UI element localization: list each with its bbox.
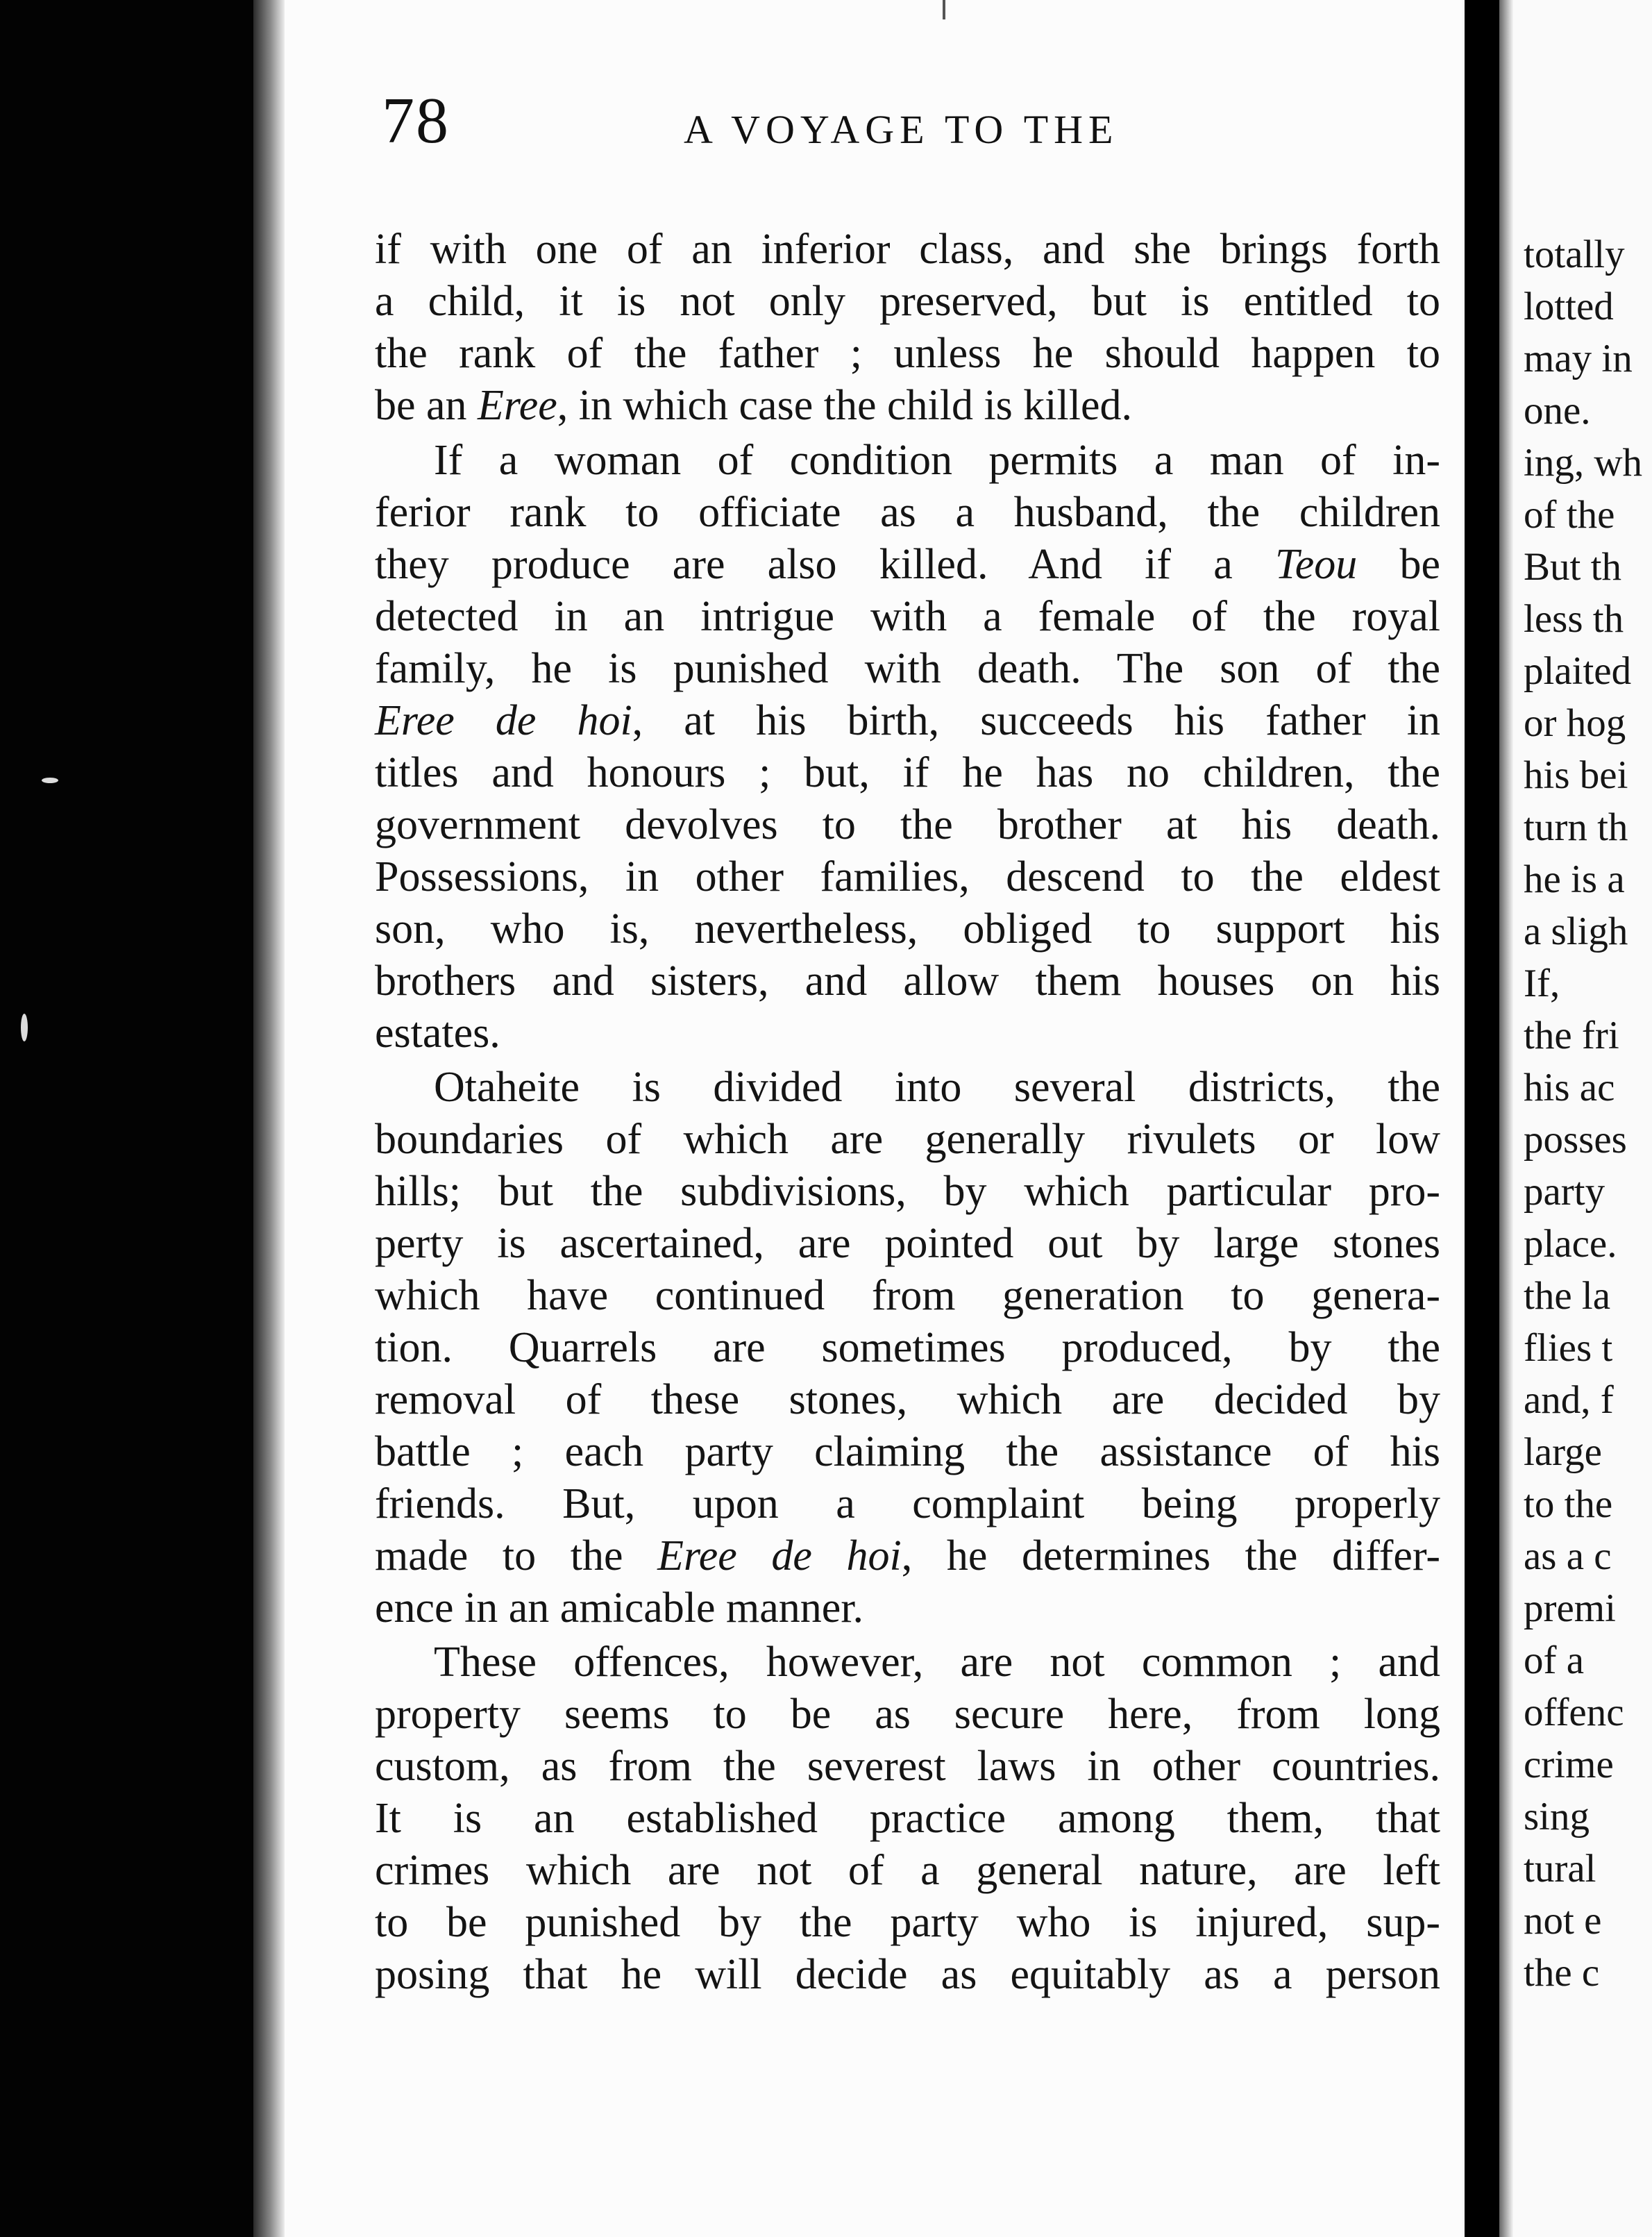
text-line: If a woman of condition permits a man of in-	[434, 437, 1440, 484]
text-line: crimes which are not of a general nature, are left	[375, 1847, 1440, 1894]
text-line: tion. Quarrels are sometimes produced, by the	[375, 1324, 1440, 1371]
facing-page-fragment: flies t	[1524, 1326, 1613, 1370]
text-line: ferior rank to officiate as a husband, the children	[375, 489, 1440, 536]
facing-page-fragment: turn th	[1524, 805, 1628, 849]
text-line: Eree de hoi, at his birth, succeeds his father in	[375, 697, 1440, 744]
facing-page-fragment: sing	[1524, 1795, 1590, 1838]
facing-page-fragment: to the	[1524, 1482, 1613, 1526]
facing-page-fragment: and, f	[1524, 1378, 1614, 1422]
facing-page-fragment: less th	[1524, 597, 1624, 641]
facing-page-fragment: tural	[1524, 1847, 1596, 1891]
facing-page-fragment: the fri	[1524, 1014, 1619, 1057]
text-line: son, who is, nevertheless, obliged to support his	[375, 905, 1440, 953]
text-line: property seems to be as secure here, from long	[375, 1691, 1440, 1738]
page-speck	[21, 1014, 28, 1041]
text-line: a child, it is not only preserved, but is entitled to	[375, 278, 1440, 325]
page-speck	[42, 778, 58, 783]
text-line: which have continued from generation to genera-	[375, 1272, 1440, 1319]
facing-page-fragment: posses	[1524, 1118, 1627, 1162]
text-line: be an Eree, in which case the child is killed.	[375, 382, 1132, 429]
facing-page-fragment: plaited	[1524, 649, 1632, 693]
text-line: boundaries of which are generally rivulets or low	[375, 1116, 1440, 1163]
running-title: A VOYAGE TO THE	[684, 107, 1119, 152]
facing-page-fragment: of a	[1524, 1639, 1585, 1682]
text-line: estates.	[375, 1009, 500, 1057]
facing-page-fragment: or hog	[1524, 701, 1626, 745]
facing-page-fragment: place.	[1524, 1222, 1617, 1266]
text-line: government devolves to the brother at his death.	[375, 801, 1440, 848]
facing-page-text	[1499, 0, 1652, 2237]
facing-page-fragment: large	[1524, 1430, 1602, 1474]
text-line: if with one of an inferior class, and she brings forth	[375, 226, 1440, 273]
text-line: the rank of the father ; unless he should happen to	[375, 330, 1440, 377]
text-line: detected in an intrigue with a female of the royal	[375, 593, 1440, 640]
text-line: perty is ascertained, are pointed out by large stones	[375, 1220, 1440, 1267]
facing-page-fragment: his bei	[1524, 753, 1628, 797]
facing-page-fragment: crime	[1524, 1743, 1614, 1786]
text-line: ence in an amicable manner.	[375, 1584, 864, 1632]
facing-page-fragment: premi	[1524, 1586, 1616, 1630]
facing-page-fragment: of the	[1524, 493, 1615, 537]
text-line: Otaheite is divided into several districts, the	[434, 1064, 1440, 1111]
text-line: titles and honours ; but, if he has no children, the	[375, 749, 1440, 796]
text-line: battle ; each party claiming the assistance of his	[375, 1428, 1440, 1475]
facing-page-fragment: But th	[1524, 545, 1621, 589]
facing-page-fragment: lotted	[1524, 285, 1614, 328]
facing-page-fragment: one.	[1524, 389, 1591, 433]
facing-page-fragment: his ac	[1524, 1066, 1615, 1109]
book-left-edge	[0, 0, 264, 2237]
text-line: friends. But, upon a complaint being properly	[375, 1480, 1440, 1527]
facing-page-fragment: totally	[1524, 233, 1625, 276]
facing-page-fragment: the la	[1524, 1274, 1611, 1318]
text-line: Possessions, in other families, descend to the eldest	[375, 853, 1440, 900]
facing-page-fragment: a sligh	[1524, 910, 1628, 953]
text-line: It is an established practice among them, that	[375, 1795, 1440, 1842]
facing-page-fragment: offenc	[1524, 1691, 1624, 1734]
text-line: family, he is punished with death. The son of the	[375, 645, 1440, 692]
text-line: posing that he will decide as equitably as a person	[375, 1951, 1440, 1998]
facing-page-fragment: If,	[1524, 962, 1560, 1005]
text-line: made to the Eree de hoi, he determines the differ-	[375, 1532, 1440, 1580]
facing-page-fragment: party	[1524, 1170, 1605, 1214]
text-line: hills; but the subdivisions, by which particular pro-	[375, 1168, 1440, 1215]
text-line: to be punished by the party who is injured, sup-	[375, 1899, 1440, 1946]
facing-page-fragment: not e	[1524, 1899, 1602, 1943]
text-line: custom, as from the severest laws in other countries.	[375, 1743, 1440, 1790]
text-line: they produce are also killed. And if a Teou be	[375, 541, 1440, 588]
facing-page-fragment: may in	[1524, 337, 1633, 380]
facing-page-fragment: as a c	[1524, 1534, 1612, 1578]
text-line: removal of these stones, which are decided by	[375, 1376, 1440, 1423]
text-line: brothers and sisters, and allow them houses on his	[375, 957, 1440, 1005]
facing-page-fragment: the c	[1524, 1951, 1600, 1995]
page-number: 78	[382, 85, 450, 157]
top-mark	[943, 0, 945, 19]
text-line: These offences, however, are not common ; and	[434, 1639, 1440, 1686]
facing-page-fragment: ing, wh	[1524, 441, 1642, 485]
facing-page-fragment: he is a	[1524, 857, 1625, 901]
